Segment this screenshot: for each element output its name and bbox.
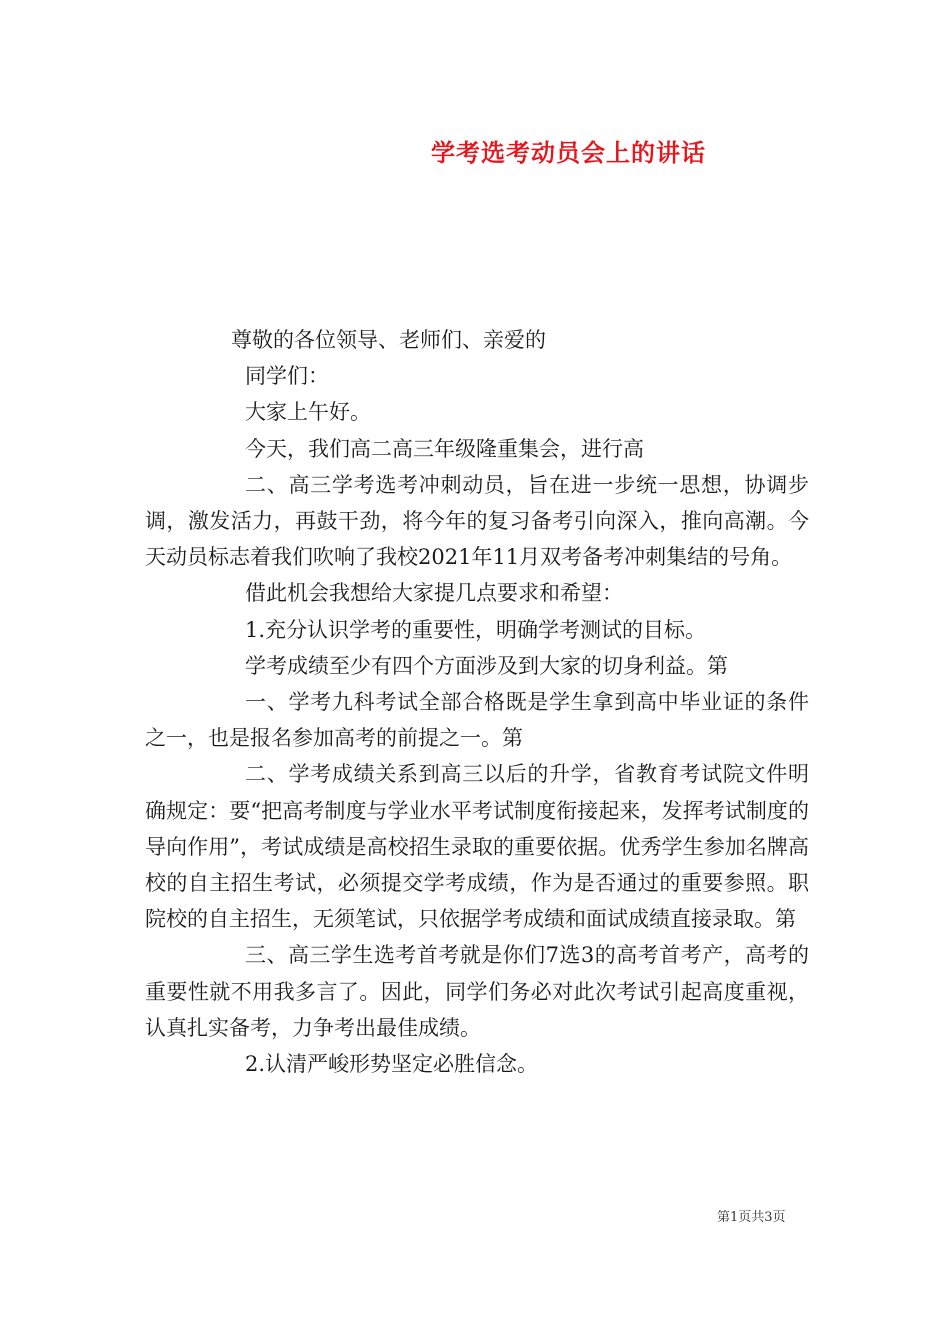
paragraph-point-2: 2.认清严峻形势坚定必胜信念。 [245,1052,539,1077]
paragraph-mobilization: 二、高三学考选考冲刺动员，旨在进一步统一思想，协调步调，激发活力，再鼓干劲，将今年的复习备考引向深入，推向高潮。今天动员标志着我们吹响了我校2021年11月双考备考冲刺集结的号角。 [145,472,809,570]
paragraph-salutation-cont: 同学们： [245,364,329,389]
page-number-footer: 第1页共3页 [717,1210,786,1225]
paragraph-four-aspects: 学考成绩至少有四个方面涉及到大家的切身利益。第 [245,653,728,678]
paragraph-greeting: 大家上午好。 [245,400,371,425]
paragraph-point-1: 1.充分认识学考的重要性，明确学考测试的目标。 [245,617,707,642]
paragraph-salutation: 尊敬的各位领导、老师们、亲爱的 [231,328,546,352]
paragraph-intro: 今天，我们高二高三年级隆重集会，进行高 [245,436,644,461]
document-title: 学考选考动员会上的讲话 [431,138,706,167]
document-body [145,322,809,1082]
paragraph-aspect-3: 三、高三学生选考首考就是你们7选3的高考首考产，高考的重要性就不用我多言了。因此，同学们务必对此次考试引起高度重视，认真扎实备考，力争考出最佳成绩。 [145,943,809,1040]
paragraph-requirements: 借此机会我想给大家提几点要求和希望： [245,581,623,606]
paragraph-aspect-2: 二、学考成绩关系到高三以后的升学，省教育考试院文件明确规定：要“把高考制度与学业水平考试制度衔接起来，发挥考试制度的导向作用”，考试成绩是高校招生录取的重要依据。优秀学生参加名牌高校的自主招生考试，必须提交学考成绩，作为是否通过的重要参照。职院校的自主招生，无须笔试，只依据学考成绩和面试成绩直接录取。第 [145,762,809,932]
paragraph-aspect-1: 一、学考九科考试全部合格既是学生拿到高中毕业证的条件之一，也是报名参加高考的前提之一。第 [145,690,809,751]
